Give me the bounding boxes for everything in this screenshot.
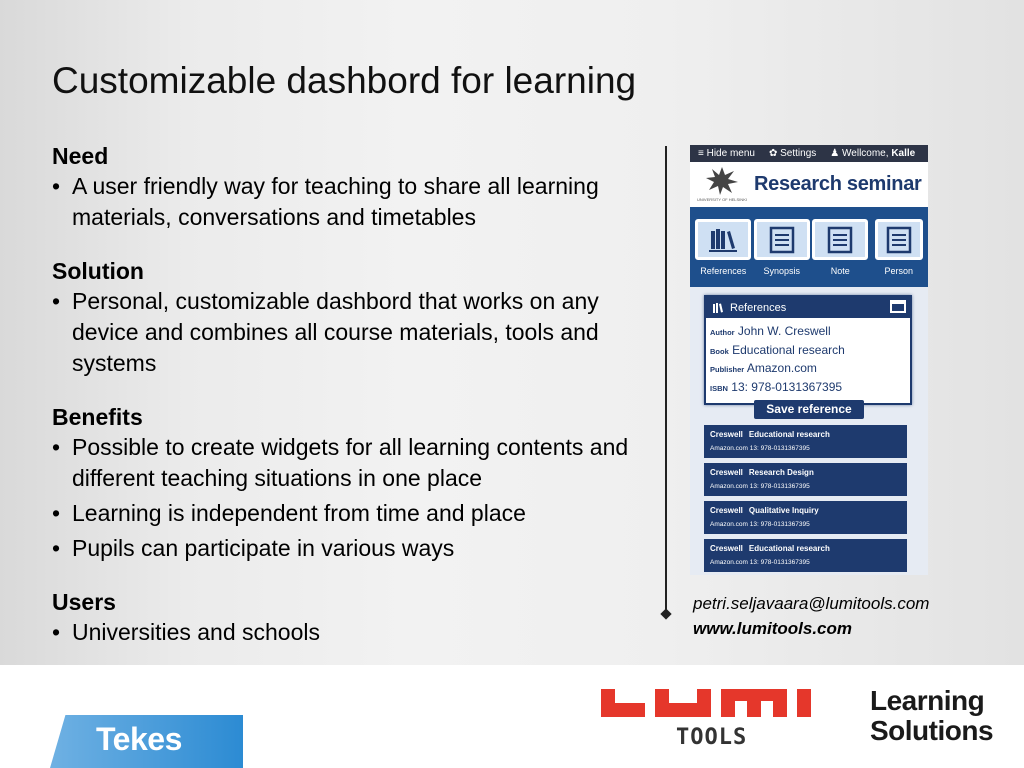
welcome-text: ♟ Wellcome, Kalle (830, 148, 916, 159)
section-users (52, 587, 667, 648)
reference-field: Book Educational research (710, 342, 845, 357)
reference-field: Publisher Amazon.com (710, 361, 817, 375)
bullet-item: • Learning is independent from time and place (52, 500, 526, 526)
reference-list-item: Creswell Research Design Amazon.com 13: 978-0131367395 (704, 463, 907, 496)
section-heading: Solution (52, 258, 144, 284)
dashboard-mockup (690, 145, 928, 575)
document-icon (769, 226, 795, 254)
contact-email[interactable]: petri.seljavaara@lumitools.com (693, 594, 930, 613)
mockup-body (690, 287, 928, 575)
university-logo (698, 165, 746, 205)
section-heading: Benefits (52, 404, 143, 430)
tab-note (811, 219, 870, 287)
ls-line2: Solutions (870, 715, 994, 746)
mockup-title: Research seminar (754, 173, 922, 195)
tab-label: Person (884, 266, 914, 276)
document-icon (827, 226, 853, 254)
reference-field: Author John W. Creswell (710, 324, 831, 338)
bullet-text: Pupils can participate in various ways (72, 535, 455, 561)
bullet-text: Possible to create widgets for all learning contents and different teaching situations in one place (72, 434, 629, 491)
reference-list-item: Creswell Educational research Amazon.com 13: 978-0131367395 (704, 539, 907, 572)
document-icon (886, 226, 912, 254)
tab-label: References (700, 266, 747, 276)
bullet-text: A user friendly way for teaching to share all learning materials, conversations and timetables (72, 173, 599, 230)
section-heading: Users (52, 589, 116, 615)
section-need (52, 141, 667, 233)
tab-references (694, 219, 753, 287)
reference-field: ISBN 13: 978-0131367395 (710, 379, 843, 394)
bullet-item: • Universities and schools (52, 619, 321, 645)
slide-title: Customizable dashbord for learning (52, 60, 637, 101)
bullet-text: Universities and schools (72, 619, 321, 645)
reference-card (704, 295, 912, 405)
contact-website[interactable]: www.lumitools.com (693, 619, 852, 638)
reference-list-item: Creswell Educational research Amazon.com 13: 978-0131367395 (704, 425, 907, 458)
section-benefits (52, 402, 667, 564)
tab-label: Synopsis (763, 266, 801, 276)
hide-menu-link: ≡ Hide menu (698, 148, 755, 159)
tab-label: Note (830, 266, 850, 276)
learning-solutions-logo (870, 686, 993, 746)
window-icon (890, 300, 906, 313)
books-icon (712, 302, 724, 314)
save-reference-button: Save reference (754, 400, 864, 419)
bullet-item: • Possible to create widgets for all learning contents and different teaching situations in one place (52, 434, 629, 491)
books-icon (708, 227, 738, 253)
tekes-logo-text: Tekes (96, 721, 182, 757)
ls-line1: Learning (870, 685, 985, 716)
logo-caption: UNIVERSITY OF HELSINKI (697, 196, 747, 202)
settings-link: ✿ Settings (768, 148, 817, 159)
lumi-tools-text: TOOLS (676, 725, 748, 750)
tab-person (870, 219, 929, 287)
section-heading: Need (52, 143, 109, 169)
reference-card-header (706, 297, 910, 318)
bullet-item: • Pupils can participate in various ways (52, 535, 455, 561)
mockup-header (690, 162, 928, 207)
mockup-topbar (690, 145, 928, 162)
bullet-text: Learning is independent from time and place (72, 500, 526, 526)
bullet-item: • Personal, customizable dashbord that works on any device and combines all course materials, tools and systems (52, 288, 599, 376)
user-icon: ♟ (830, 148, 840, 159)
tab-synopsis (753, 219, 812, 287)
reference-list-item: Creswell Qualitative Inquiry Amazon.com 13: 978-0131367395 (704, 501, 907, 534)
slide-content (52, 141, 667, 648)
helsinki-crest-icon (704, 165, 740, 197)
contact-info (693, 591, 929, 641)
divider-line (665, 146, 667, 612)
bullet-text: Personal, customizable dashbord that works on any device and combines all course materials, tools and systems (72, 288, 599, 376)
bullet-item: • A user friendly way for teaching to share all learning materials, conversations and timetables (52, 173, 599, 230)
section-solution (52, 256, 667, 379)
reference-card-title: References (730, 301, 787, 314)
mockup-tabbar (690, 207, 928, 287)
